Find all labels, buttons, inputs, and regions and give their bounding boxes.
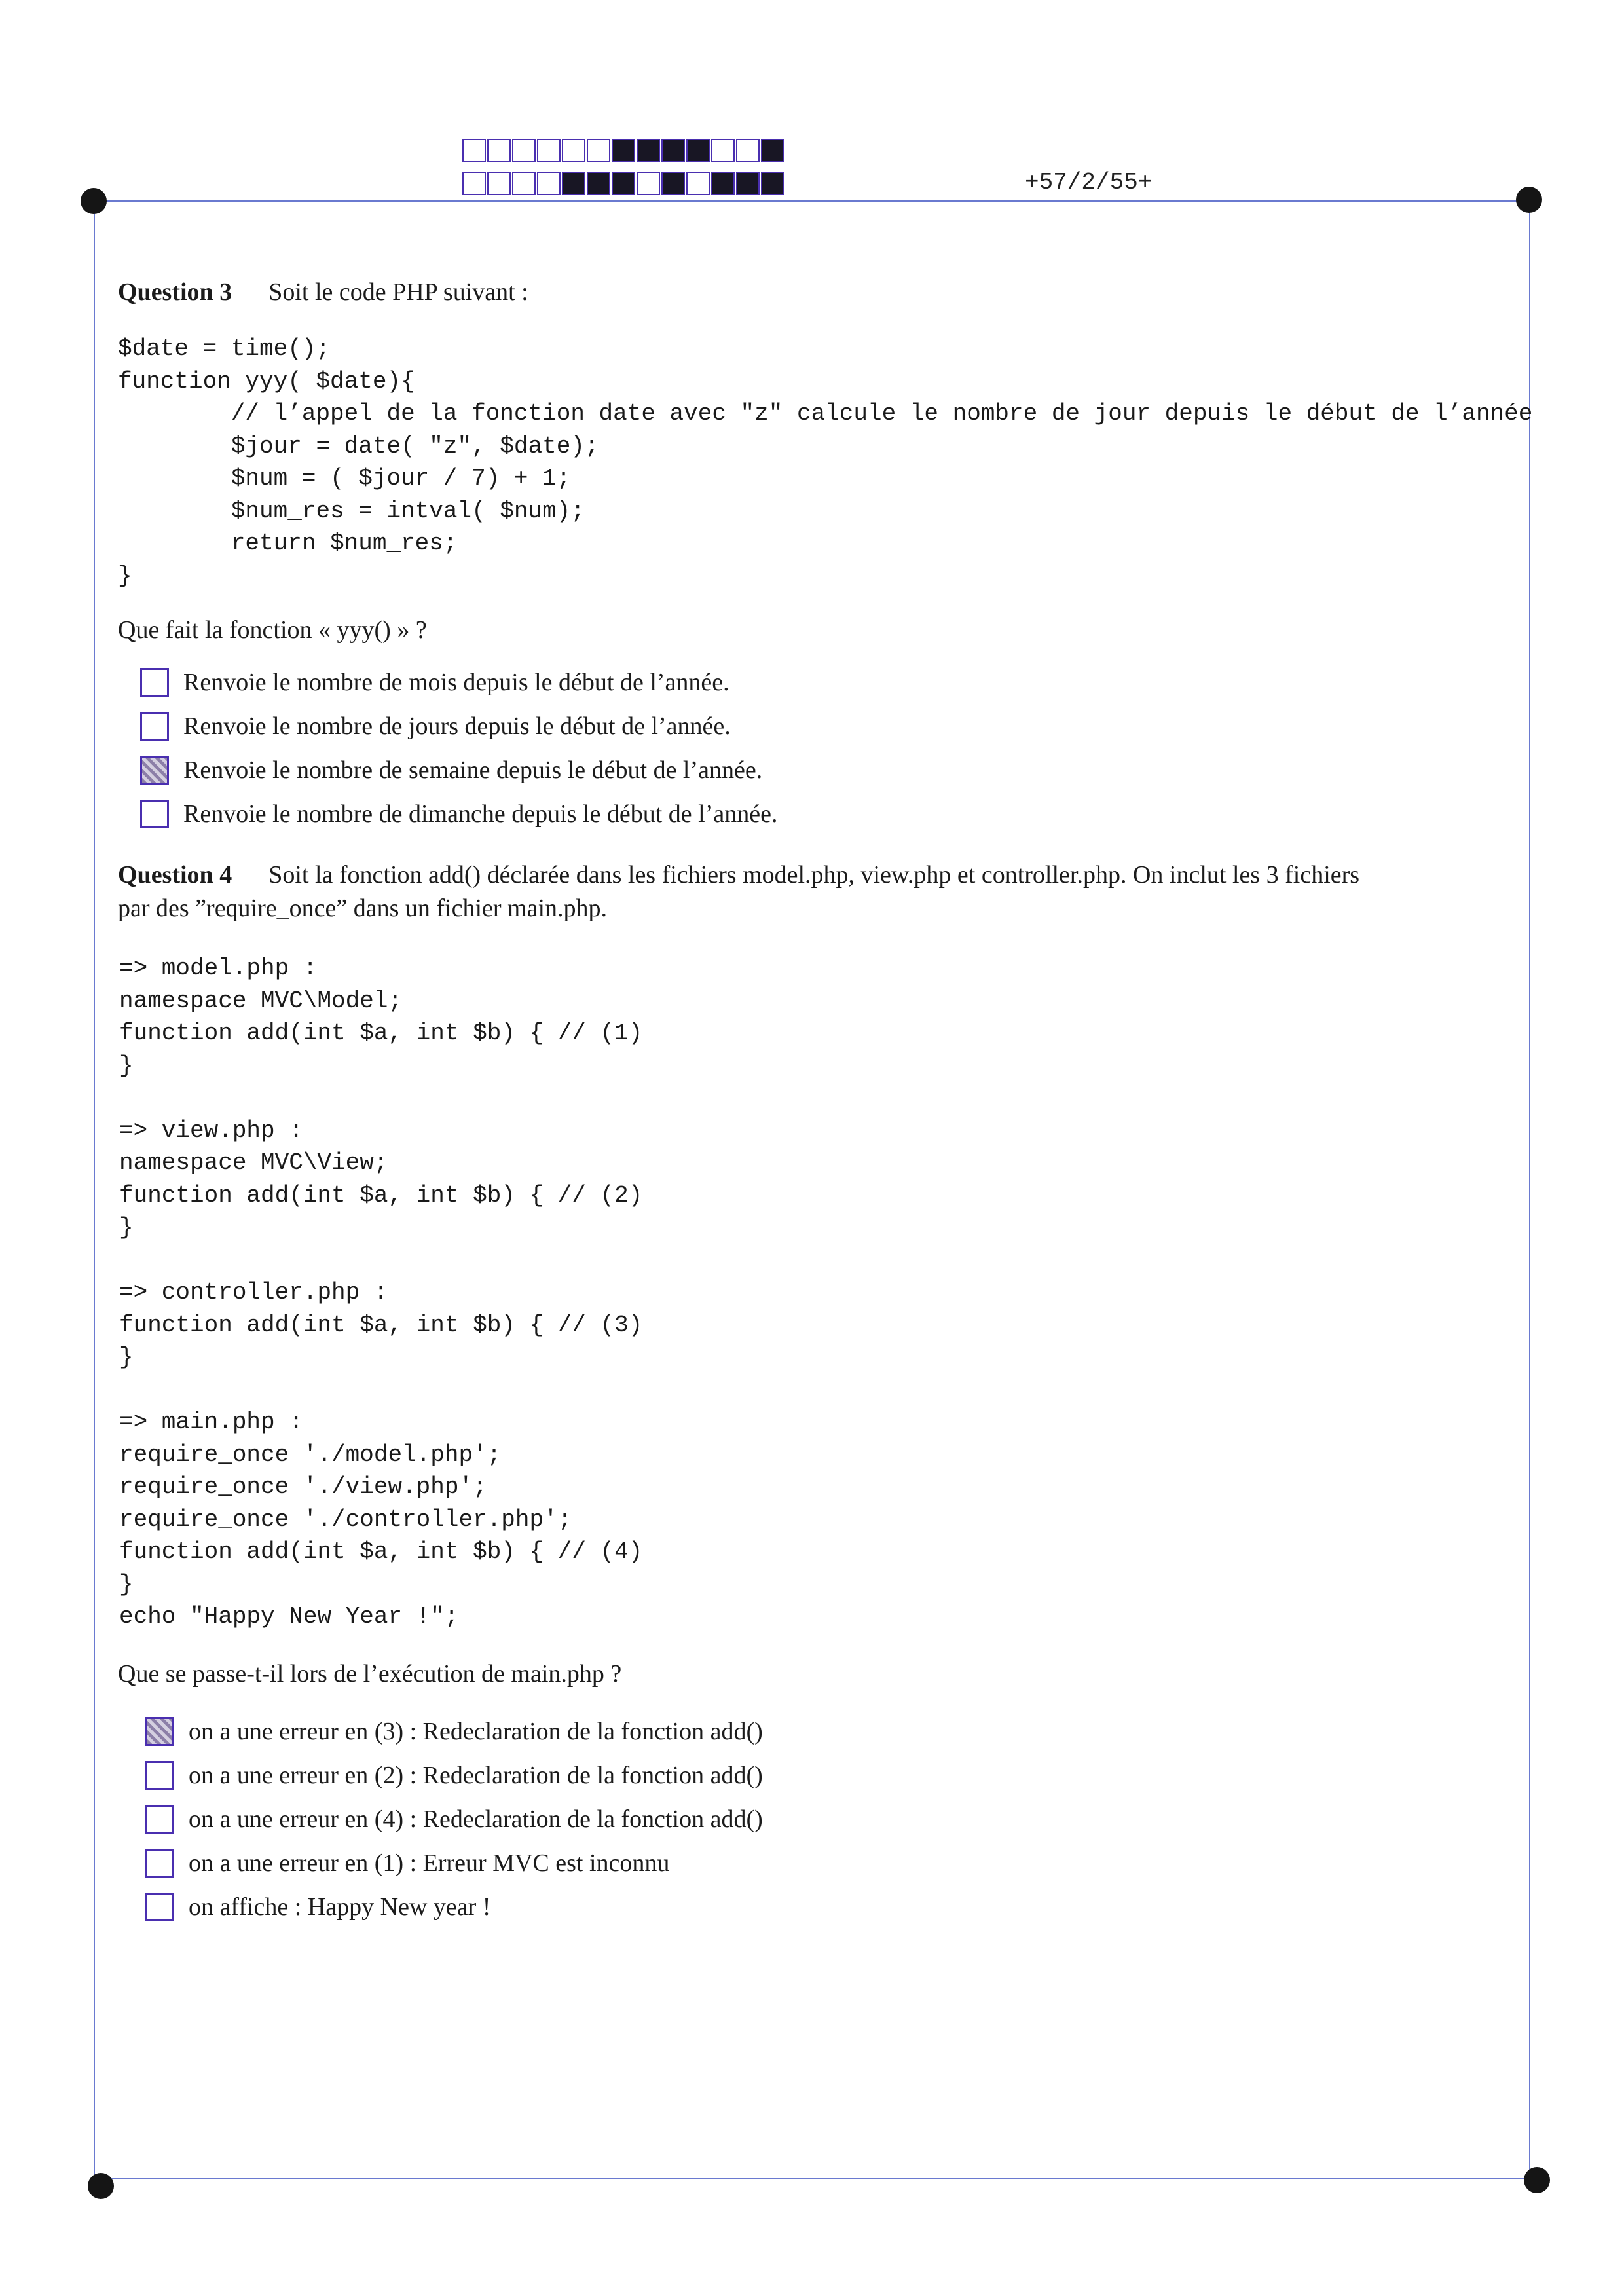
code-line: echo "Happy New Year !"; <box>119 1603 459 1630</box>
code-line: require_once './model.php'; <box>119 1441 502 1468</box>
barcode-cell <box>637 172 660 195</box>
question-4-answer-2[interactable] <box>145 1761 763 1790</box>
code-line: => model.php : <box>119 955 318 982</box>
question-4-code <box>119 952 642 1633</box>
question-3-answer-3[interactable] <box>140 756 762 785</box>
code-line: } <box>119 1214 134 1241</box>
code-line <box>119 1244 642 1277</box>
barcode-cell <box>711 172 735 195</box>
question-3-prompt: Que fait la fonction « yyy() » ? <box>118 616 427 644</box>
code-line: => view.php : <box>119 1117 303 1144</box>
checkbox[interactable] <box>140 712 169 741</box>
frame-top-line <box>94 200 1530 202</box>
checkbox[interactable] <box>140 668 169 697</box>
barcode-cell <box>761 172 784 195</box>
question-4-intro-line-1: Soit la fonction add() déclarée dans les fichiers model.php, view.php et controller.php. On inclut les 3 fichiers <box>268 861 1360 889</box>
frame-left-line <box>94 200 95 2187</box>
answer-text: on affiche : Happy New year ! <box>189 1893 491 1921</box>
checkbox[interactable] <box>145 1761 174 1790</box>
code-line: $num = ( $jour / 7) + 1; <box>118 465 571 492</box>
code-line: function add(int $a, int $b) { // (3) <box>119 1311 643 1339</box>
corner-marker-bottom-right <box>1524 2167 1550 2193</box>
barcode-cell <box>537 172 561 195</box>
barcode-cell <box>487 172 511 195</box>
barcode-cell <box>537 139 561 162</box>
question-4-intro-line-2: par des ”require_once” dans un fichier main.php. <box>118 895 608 922</box>
code-line: function add(int $a, int $b) { // (1) <box>119 1020 643 1046</box>
question-4-answer-1[interactable] <box>145 1717 763 1746</box>
answer-text: on a une erreur en (2) : Redeclaration de la fonction add() <box>189 1762 763 1789</box>
answer-text: on a une erreur en (4) : Redeclaration de la fonction add() <box>189 1805 763 1833</box>
question-3-intro: Soit le code PHP suivant : <box>268 278 528 306</box>
code-line: } <box>119 1344 134 1371</box>
barcode-cell <box>512 172 536 195</box>
code-line <box>119 1374 642 1407</box>
barcode-cell <box>587 139 610 162</box>
code-line <box>119 1082 642 1115</box>
barcode-cell <box>711 139 735 162</box>
question-4-answer-3[interactable] <box>145 1805 763 1834</box>
barcode-cell <box>661 139 685 162</box>
barcode-row-2 <box>462 172 784 198</box>
code-line: namespace MVC\View; <box>119 1149 388 1176</box>
question-3-answer-4[interactable] <box>140 800 777 828</box>
question-3-answer-2[interactable] <box>140 712 731 741</box>
frame-bottom-line <box>101 2178 1538 2179</box>
barcode-cell <box>686 172 710 195</box>
answer-text: Renvoie le nombre de dimanche depuis le début de l’année. <box>183 800 778 828</box>
code-line: namespace MVC\Model; <box>119 987 403 1014</box>
barcode-cell <box>587 172 610 195</box>
code-line: => main.php : <box>119 1409 303 1435</box>
barcode-cell <box>612 139 635 162</box>
code-line: require_once './controller.php'; <box>119 1506 572 1533</box>
question-3-label: Question 3 <box>118 278 232 306</box>
corner-marker-top-left <box>81 188 107 214</box>
code-line: $jour = date( "z", $date); <box>118 432 599 460</box>
question-4-label: Question 4 <box>118 861 232 889</box>
code-line: => controller.php : <box>119 1279 388 1306</box>
checkbox[interactable] <box>140 756 169 785</box>
barcode-cell <box>562 172 585 195</box>
barcode-cell <box>487 139 511 162</box>
page-id: +57/2/55+ <box>1025 169 1153 196</box>
barcode-cell <box>512 139 536 162</box>
code-line: function add(int $a, int $b) { // (2) <box>119 1181 643 1209</box>
code-line: $date = time(); <box>118 335 331 362</box>
answer-text: Renvoie le nombre de jours depuis le début de l’année. <box>183 713 731 740</box>
code-line: function yyy( $date){ <box>118 367 415 395</box>
answer-text: on a une erreur en (3) : Redeclaration de la fonction add() <box>189 1718 763 1745</box>
barcode-cell <box>462 139 486 162</box>
question-3-answer-1[interactable] <box>140 668 729 697</box>
question-3-header <box>118 278 528 306</box>
answer-text: Renvoie le nombre de mois depuis le début de l’année. <box>183 669 729 696</box>
checkbox[interactable] <box>145 1717 174 1746</box>
question-4-answer-5[interactable] <box>145 1893 490 1921</box>
checkbox[interactable] <box>145 1893 174 1921</box>
barcode-row-1 <box>462 139 784 165</box>
checkbox[interactable] <box>140 800 169 828</box>
code-line: return $num_res; <box>118 530 458 557</box>
barcode-cell <box>761 139 784 162</box>
code-line: $num_res = intval( $num); <box>118 497 585 525</box>
code-line: } <box>119 1052 134 1079</box>
question-4-answer-4[interactable] <box>145 1849 669 1878</box>
barcode-cell <box>686 139 710 162</box>
barcode-cell <box>562 139 585 162</box>
checkbox[interactable] <box>145 1805 174 1834</box>
code-line: } <box>119 1570 134 1598</box>
barcode-cell <box>462 172 486 195</box>
barcode-cell <box>612 172 635 195</box>
corner-marker-bottom-left <box>88 2173 114 2199</box>
barcode-cell <box>736 172 760 195</box>
question-4-header <box>118 861 1359 889</box>
answer-text: on a une erreur en (1) : Erreur MVC est inconnu <box>189 1849 670 1877</box>
answer-text: Renvoie le nombre de semaine depuis le début de l’année. <box>183 756 763 784</box>
code-line: require_once './view.php'; <box>119 1473 487 1500</box>
barcode-cell <box>661 172 685 195</box>
code-line: // l’appel de la fonction date avec "z" calcule le nombre de jour depuis le début de l’année <box>118 400 1533 427</box>
code-line: function add(int $a, int $b) { // (4) <box>119 1538 643 1565</box>
corner-marker-top-right <box>1516 187 1542 213</box>
code-line: } <box>118 562 132 589</box>
barcode-cell <box>736 139 760 162</box>
barcode-cell <box>637 139 660 162</box>
question-4-prompt: Que se passe-t-il lors de l’exécution de main.php ? <box>118 1660 622 1688</box>
checkbox[interactable] <box>145 1849 174 1878</box>
question-3-code <box>118 333 1532 592</box>
